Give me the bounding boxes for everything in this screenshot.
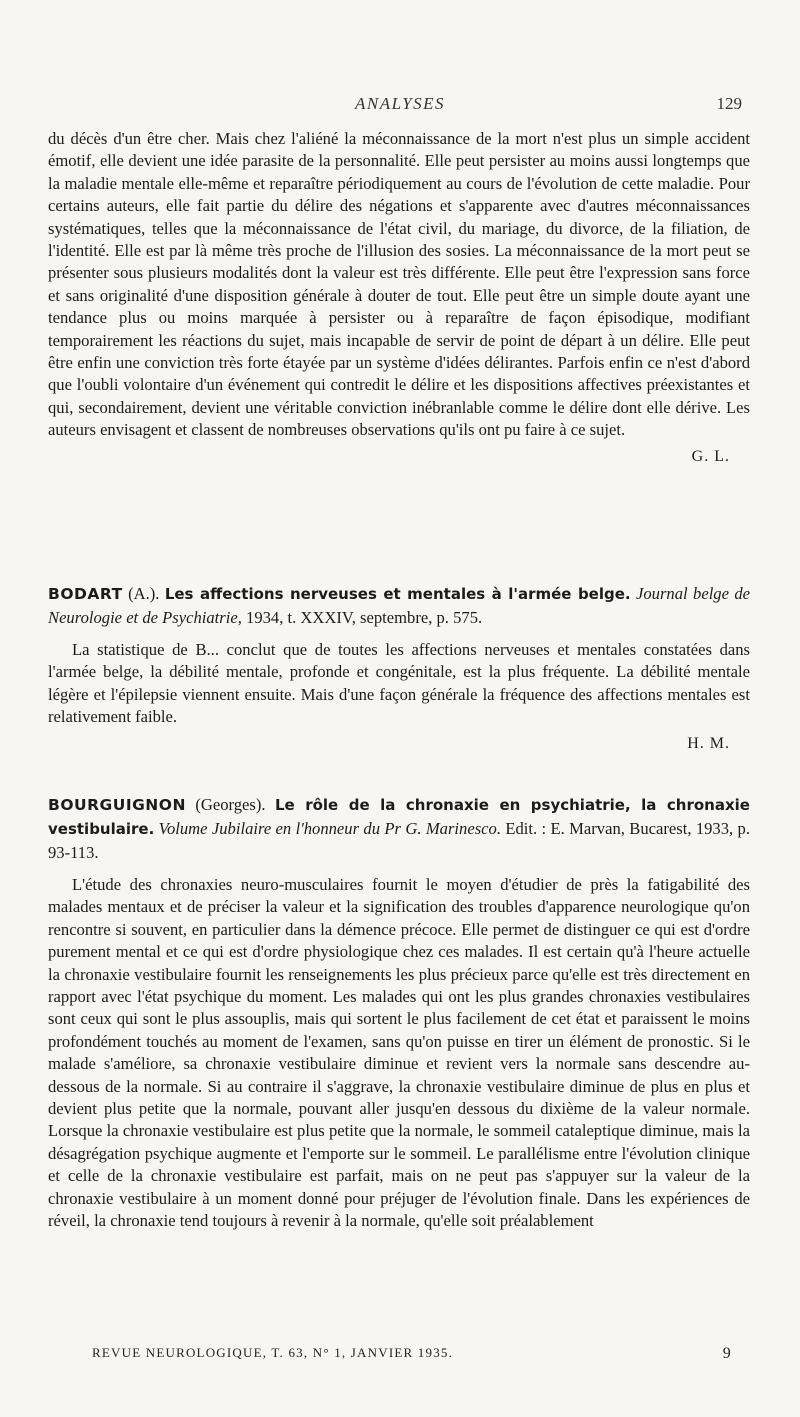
entry-heading [48,582,750,629]
entry-journal: Volume Jubilaire en l'honneur du Pr G. Marinesco. [158,819,501,838]
continuation-signature: G. L. [691,447,730,465]
page-number: 129 [716,94,742,113]
entry-bodart [48,582,750,753]
entry-title: Le rôle de la chronaxie en psychiatrie, la chronaxie vestibulaire. [48,796,750,838]
entry-title: Les affections nerveuses et mentales à l'armée belge. [164,585,631,603]
running-title: ANALYSES [354,94,446,113]
entry-body: La statistique de B... conclut que de toutes les affections nerveuses et mentales constatées dans l'armée belge, la débilité mentale, profonde et congénitale, est la plus fréquente. La débilité mentale légère et l'épilepsie viennent ensuite. Mais d'une façon générale la fréquence des affections mentales est relativement faible. [48,640,750,727]
footer-journal-line: REVUE NEUROLOGIQUE, T. 63, N° 1, JANVIER 1935. [92,1345,454,1360]
footer-signature-number: 9 [722,1345,732,1362]
entry-signature: H. M. [687,734,730,752]
page-footer [92,1345,732,1367]
entry-author: BOURGUIGNON [48,796,186,814]
entry-journal: Journal belge de Neurologie et de Psychiatrie, [48,584,751,627]
entry-citation: 1934, t. XXXIV, septembre, p. 575. [246,608,483,627]
running-head [0,94,800,118]
continuation-paragraph: du décès d'un être cher. Mais chez l'aliéné la méconnaissance de la mort n'est plus un simple accident émotif, elle devient une idée parasite de la personnalité. Elle peut persister au moins aussi longtemps que la maladie mentale elle-même et reparaître périodiquement au cours de l'évolution de cette maladie. Pour certains auteurs, elle fait partie du délire des négations et s'apparente avec d'autres méconnaissances systématiques, telles que la méconnaissance de l'état civil, du mariage, du divorce, de la filiation, de l'identité. Elle est par là même très proche de l'illusion des sosies. La méconnaissance de la mort peut se présenter sous plusieurs modalités dont la valeur est très différente. Elle peut être l'expression sans force et sans originalité d'une disposition générale à douter de tout. Elle peut être un simple doute ayant une tendance plus ou moins marquée à persister ou à reparaître de façon épisodique, modifiant temporairement les réactions du sujet, mais incapable de servir de point de départ à un délire. Elle peut être enfin une conviction très forte étayée par un système d'idées délirantes. Parfois enfin ce n'est d'abord que l'oubli volontaire d'un événement qui contredit le délire et les dispositions affectives préexistantes et qui, secondairement, devient une véritable conviction inébranlable comme le délire dont elle dérive. Les auteurs envisagent et classent de nombreuses observations qu'ils ont pu faire à ce sujet. [48,129,750,440]
entry-author: BODART [48,585,123,603]
entry-bourguignon [48,793,750,1233]
entry-heading [48,793,750,864]
entry-citation: Edit. : E. Marvan, Bucarest, 1933, p. 93-113. [48,819,750,862]
entry-author-initial: (A.). [128,584,160,603]
continuation-section [48,128,750,466]
entry-author-initial: (Georges). [195,795,266,814]
entry-body: L'étude des chronaxies neuro-musculaires fournit le moyen d'étudier de près la fatigabilité des malades mentaux et de préciser la valeur et la signification des troubles d'apparence neurologique qu'on rencontre si souvent, en particulier dans la démence précoce. Elle permet de distinguer ce qui est d'ordre purement mental et ce qui est d'ordre physiologique chez ces malades. Il est certain qu'à l'heure actuelle la chronaxie vestibulaire fournit les renseignements les plus précieux parce qu'elle est très directement en rapport avec l'état psychique du moment. Les malades qui ont les plus grandes chronaxies vestibulaires sont ceux qui sont le plus assouplis, mais qui sortent le plus facilement de cet état et paraissent le moins profondément touchés au moment de l'examen, sans qu'on puisse en tirer un élément de pronostic. Si le malade s'améliore, sa chronaxie vestibulaire diminue et revient vers la normale sans descendre au-dessous de la normale. Si au contraire il s'aggrave, la chronaxie vestibulaire diminue de plus en plus et devient plus petite que la normale, pouvant aller jusqu'en dessous du dixième de la valeur normale. Lorsque la chronaxie vestibulaire est plus petite que la normale, le sommeil cataleptique diminue, mais la désagrégation psychique augmente et l'emporte sur le sommeil. Le parallélisme entre l'évolution clinique et celle de la chronaxie vestibulaire est parfait, mais on ne peut pas s'appuyer sur la valeur de la chronaxie vestibulaire à un moment donné pour préjuger de l'évolution finale. Dans les expériences de réveil, la chronaxie tend toujours à revenir à la normale, qu'elle soit préalablement [48,875,750,1231]
